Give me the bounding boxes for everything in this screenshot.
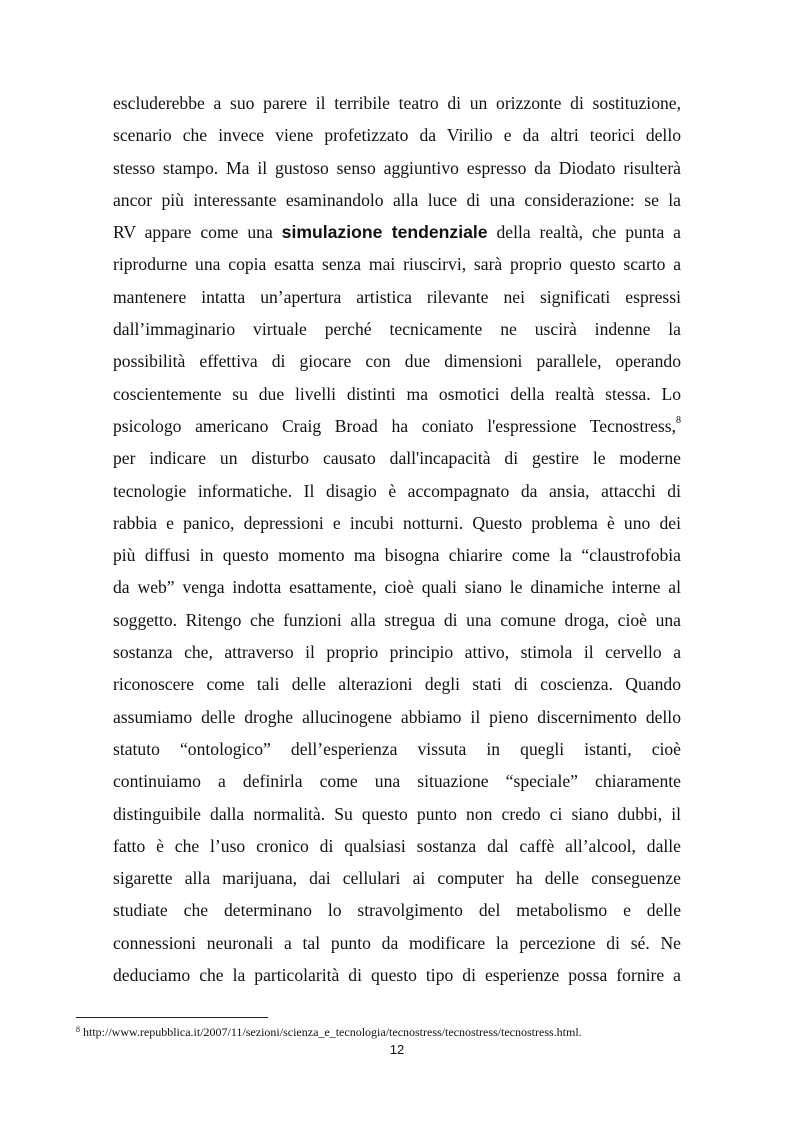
footnote-separator bbox=[76, 1017, 268, 1018]
text-line: sigarette alla marijuana, dai cellulari ai computer ha delle conseguenze bbox=[113, 868, 681, 889]
text-run: RV appare come una bbox=[113, 222, 282, 243]
text-line: continuiamo a definirla come una situazione “speciale” chiaramente bbox=[113, 771, 681, 792]
footnote bbox=[76, 1024, 582, 1040]
text-line: distinguibile dalla normalità. Su questo punto non credo ci siano dubbi, il bbox=[113, 803, 681, 824]
text-line bbox=[113, 216, 681, 248]
text-line: escluderebbe a suo parere il terribile teatro di un orizzonte di sostituzione, bbox=[113, 93, 681, 113]
text-line bbox=[113, 410, 681, 442]
text-line: possibilità effettiva di giocare con due dimensioni parallele, operando bbox=[113, 351, 681, 372]
footnote-text: http://www.repubblica.it/2007/11/sezioni/scienza_e_tecnologia/tecnostress/tecnostress/tecnostress.html. bbox=[80, 1025, 582, 1039]
text-line: riprodurne una copia esatta senza mai riuscirvi, sarà proprio questo scarto a bbox=[113, 254, 681, 275]
text-line: soggetto. Ritengo che funzioni alla stregua di una comune droga, cioè una bbox=[113, 609, 681, 630]
text-line: da web” venga indotta esattamente, cioè quali siano le dinamiche interne al bbox=[113, 577, 681, 598]
text-line: sostanza che, attraverso il proprio principio attivo, stimola il cervello a bbox=[113, 642, 681, 663]
text-line: tecnologie informatiche. Il disagio è accompagnato da ansia, attacchi di bbox=[113, 480, 681, 501]
text-line: riconoscere come tali delle alterazioni degli stati di coscienza. Quando bbox=[113, 674, 681, 695]
text-line: fatto è che l’uso cronico di qualsiasi sostanza dal caffè all’alcool, dalle bbox=[113, 835, 681, 856]
footnote-marker: 8 bbox=[76, 1025, 80, 1034]
text-line: studiate che determinano lo stravolgimento del metabolismo e delle bbox=[113, 900, 681, 921]
text-line: deduciamo che la particolarità di questo tipo di esperienze possa fornire a bbox=[113, 965, 681, 986]
page-number: 12 bbox=[389, 1042, 405, 1057]
text-line: stesso stampo. Ma il gustoso senso aggiuntivo espresso da Diodato risulterà bbox=[113, 157, 681, 178]
text-run: psicologo americano Craig Broad ha coniato l'espressione Tecnostress, bbox=[113, 415, 676, 436]
text-line: per indicare un disturbo causato dall'incapacità di gestire le moderne bbox=[113, 448, 681, 469]
text-run: della realtà, che punta a bbox=[487, 222, 681, 243]
text-line: ancor più interessante esaminandolo alla luce di una considerazione: se la bbox=[113, 189, 681, 210]
text-line: connessioni neuronali a tal punto da modificare la percezione di sé. Ne bbox=[113, 932, 681, 953]
footnote-reference[interactable]: 8 bbox=[676, 414, 681, 426]
text-line: coscientemente su due livelli distinti ma osmotici della realtà stessa. Lo bbox=[113, 383, 681, 404]
text-line: statuto “ontologico” dell’esperienza vissuta in quegli istanti, cioè bbox=[113, 738, 681, 759]
text-line: mantenere intatta un’apertura artistica rilevante nei significati espressi bbox=[113, 286, 681, 307]
body-text bbox=[113, 87, 681, 991]
text-line: rabbia e panico, depressioni e incubi notturni. Questo problema è uno dei bbox=[113, 512, 681, 533]
text-line: più diffusi in questo momento ma bisogna chiarire come la “claustrofobia bbox=[113, 545, 681, 566]
text-line: assumiamo delle droghe allucinogene abbiamo il pieno discernimento dello bbox=[113, 706, 681, 727]
text-line: dall’immaginario virtuale perché tecnicamente ne uscirà indenne la bbox=[113, 319, 681, 340]
text-line: scenario che invece viene profetizzato da Virilio e da altri teorici dello bbox=[113, 125, 681, 146]
bold-term: simulazione tendenziale bbox=[281, 222, 488, 243]
